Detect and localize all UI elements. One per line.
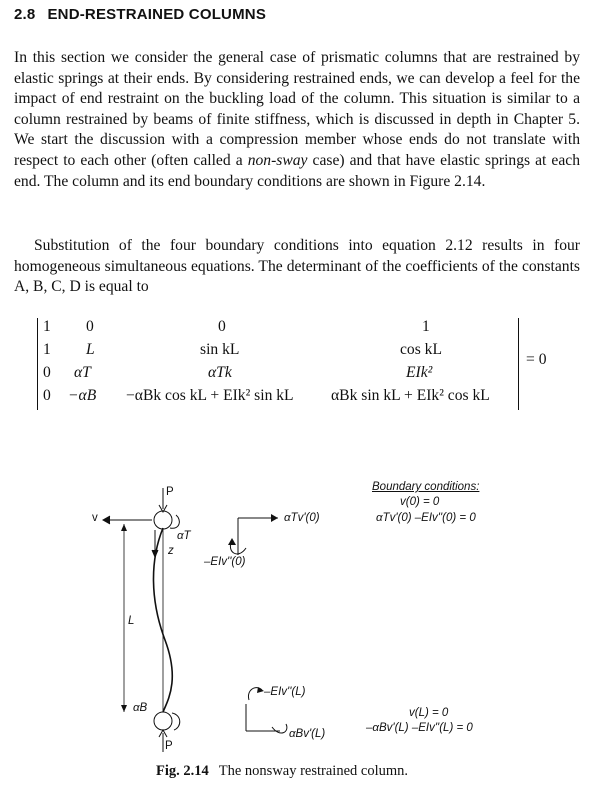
bc-eq-2: αTv'(0) –EIv''(0) = 0 <box>376 512 476 524</box>
top-moment-arrowhead <box>228 538 236 545</box>
top-force-arrowhead <box>271 514 278 522</box>
bottom-spring-arc <box>172 713 180 730</box>
top-pin-circle <box>154 511 172 529</box>
section-title: END-RESTRAINED COLUMNS <box>47 6 267 23</box>
boundary-conditions-title: Boundary conditions: <box>372 481 480 493</box>
det-r4-c2: −αB <box>68 387 97 404</box>
section-number: 2.8 <box>14 6 36 23</box>
label-p-bottom: P <box>165 740 173 752</box>
length-arrow-top <box>121 524 127 531</box>
label-bottom-moment: –EIv''(L) <box>264 686 306 698</box>
det-r1-c2: 0 <box>86 318 94 335</box>
det-r2-c2: L <box>86 341 95 358</box>
paragraph-intro-emphasis: non-sway <box>247 151 308 169</box>
paragraph-substitution: Substitution of the four boundary conditions into equation 2.12 results in four homogeneous simultaneous equations. The determinant of the coefficients of the constants A, B, C, D is equal to <box>14 237 580 296</box>
det-r1-c3: 0 <box>218 318 226 335</box>
label-l: L <box>128 615 135 627</box>
label-bottom-force: αBv'(L) <box>289 728 326 740</box>
label-alpha-b: αB <box>133 702 148 714</box>
bc-eq-1: v(0) = 0 <box>400 496 440 508</box>
det-r4-c1: 0 <box>43 387 51 404</box>
figure-caption-label: Fig. 2.14 <box>156 763 209 779</box>
det-r1-c1: 1 <box>43 318 51 335</box>
bottom-moment-arrowhead <box>257 687 264 693</box>
det-r4-c3: −αBk cos kL + EIk² sin kL <box>126 387 294 404</box>
v-axis-arrowhead <box>103 516 110 524</box>
paragraph-intro-text-b: case) and that have elastic springs at each end. The column and its end boundary conditions are shown in Figure 2.14. <box>14 151 580 190</box>
label-top-moment: –EIv''(0) <box>204 556 246 568</box>
figure-caption <box>156 763 408 780</box>
figure-caption-text: The nonsway restrained column. <box>218 763 409 779</box>
det-r2-c4: cos kL <box>400 341 443 358</box>
label-v: v <box>92 512 98 524</box>
det-r3-c2: αT <box>74 364 91 381</box>
det-r1-c4: 1 <box>422 318 430 335</box>
label-top-force: αTv'(0) <box>284 512 320 524</box>
det-r2-c3: sin kL <box>200 341 240 358</box>
label-z: z <box>168 545 174 557</box>
bc-eq-4: –αBv'(L) –EIv''(L) = 0 <box>366 722 473 734</box>
bc-eq-3: v(L) = 0 <box>409 707 449 719</box>
label-p-top: P <box>166 486 174 498</box>
label-alpha-t: αT <box>177 530 191 542</box>
bottom-pin-circle <box>154 712 172 730</box>
det-r3-c1: 0 <box>43 364 51 381</box>
determinant-equals-zero: = 0 <box>526 351 547 368</box>
det-r4-c4: αBk sin kL + EIk² cos kL <box>331 387 490 404</box>
length-arrow-bottom <box>121 705 127 712</box>
bottom-force-spring <box>272 724 287 733</box>
det-r3-c3: αTk <box>208 364 232 381</box>
det-r3-c4: EIk² <box>406 364 433 381</box>
det-r2-c1: 1 <box>43 341 51 358</box>
paragraph-intro-text-a: In this section we consider the general case of prismatic columns that are restrained by elastic springs at their ends. By considering restrained ends, we can develop a feel for the impact of end restraint on the buckling load of the column. This situation is similar to a column restrained by beams of finite stiffness, which is discussed in depth in Chapter 5. We start the discussion with a compression member whose ends do not translate with respect to each other (often called a <box>14 49 580 169</box>
